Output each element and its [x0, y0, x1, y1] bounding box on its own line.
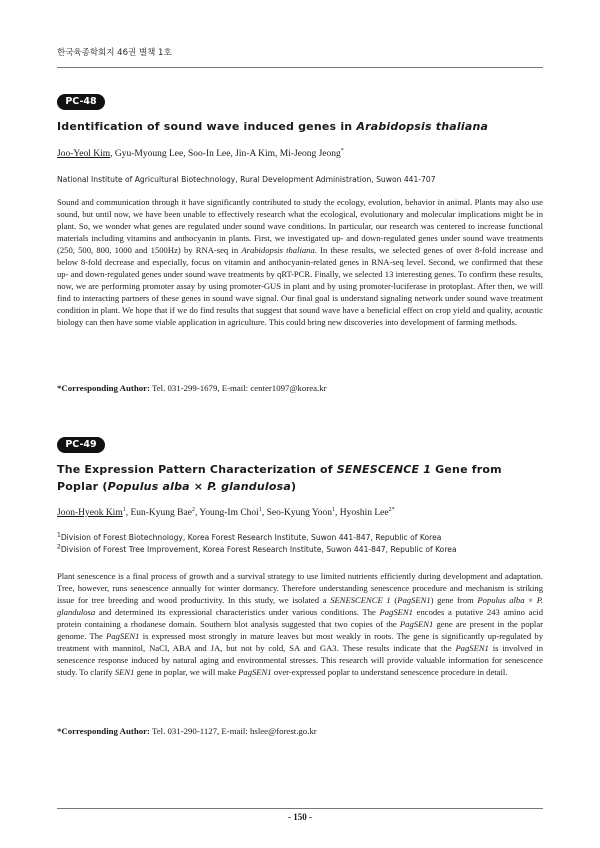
abstract-text: . In these results, we selected genes of over 8-fold increase and below 8-fold decrease and especially, focus on vitamin and anthocyanin-related genes in RNA-seq level. Second, we confirmed that these up- and down-regulated genes under sound wave treatments by qRT-PCR. Finally, we selected 13 interesting genes. To confirm these results, now, we are performing promoter assay by using promoter-GUS in plant and by using promoter-luciferase in protoplast. After then, we will find to interacting partners of these genes in sound wave signal. Our final goal is understand signaling network under sound wave treatment condition in plant. We hope that if we do find results that suggest that sound wave have a beneficial effect on crop yield and quality, acoustic biology can then have some viable application in agriculture. This could bring new discoveries into development of farming methods. [57, 245, 543, 327]
author-list-pc48 [57, 148, 543, 160]
affiliation-text: Division of Forest Biotechnology, Korea Forest Research Institute, Suwon 441-847, Republic of Korea [60, 533, 442, 542]
abstract-text: gene are present in the poplar genome. The [57, 619, 543, 641]
footer-rule [57, 808, 543, 809]
title-text: Gene from Poplar ( [57, 463, 502, 493]
abstract-species: P. glandulosa [57, 595, 543, 617]
running-head: 한국육종학회지 46권 별책 1호 [57, 48, 172, 58]
abstract-text: × [524, 595, 537, 605]
abstract-text: Sound and communication through it have significantly contributed to study the ecology, evolution, behavior in animal. Plants may also use sound, but until now, we have been unable to effectively research what the ecological, evolutionary and molecular implications might be in plant. So, we wonder what genes are regulated under sound wave conditions. In particular, our research was centered to increase functional materials including vitamins and anthocyanin in plants. First, we investigated up- and down-regulated genes under sound wave treatments (250, 500, 800, 1000 and 1500Hz) by RNA-seq in [57, 197, 543, 255]
abstract-badge-pc49: PC-49 [57, 437, 105, 453]
abstract-species: Populus alba [477, 595, 525, 605]
title-text: ) [291, 480, 297, 493]
abstract-text: ( [390, 595, 398, 605]
title-species: P. glandulosa [207, 480, 292, 493]
affiliation-mark: 2* [388, 506, 395, 513]
affiliation-mark: 1 [258, 506, 262, 513]
corresponding-author-pc48 [57, 382, 543, 394]
affiliation-text: Division of Forest Tree Improvement, Korea Forest Research Institute, Suwon 441-847, Republic of Korea [60, 545, 457, 554]
header-rule [57, 67, 543, 68]
title-species: Populus alba [107, 480, 190, 493]
abstract-gene: PagSEN1 [399, 619, 434, 629]
abstract-text: ) gene from [430, 595, 478, 605]
abstract-text: and determined its expressional characteristics under various conditions. The [95, 607, 380, 617]
corresponding-contact: Tel. 031-299-1679, E-mail: center1097@korea.kr [149, 383, 327, 393]
affiliation-pc48: National Institute of Agricultural Biotechnology, Rural Development Administration, Suwon 441-707 [57, 175, 436, 184]
title-gene: SENESCENCE 1 [336, 463, 432, 476]
abstract-gene: PagSEN1 [106, 631, 140, 641]
author-list-pc49 [57, 507, 543, 519]
abstract-text: gene in poplar, we will make [134, 667, 239, 677]
co-author: , Eun-Kyung Bae [125, 508, 192, 518]
corresponding-label: *Corresponding Author: [57, 383, 150, 393]
abstract-text: is expressed most strongly in mature leaves but most weakly in roots. The gene is significantly up-regulated by treatment with mannitol, NaCl, ABA and JA, but not by cold, SA and GA3. These results indicate that the [57, 631, 543, 653]
abstract-gene: SEN1 [114, 667, 135, 677]
abstract-text: over-expressed poplar to understand senescence procedure in detail. [271, 667, 508, 677]
corresponding-contact: Tel. 031-290-1127, E-mail: hslee@forest.go.kr [149, 726, 317, 736]
affiliation-mark: 2 [191, 506, 195, 513]
co-authors: , Gyu-Myoung Lee, Soo-In Lee, Jin-A Kim, Mi-Jeong Jeong [110, 149, 341, 159]
title-species: Arabidopsis thaliana [356, 120, 489, 133]
presenting-author: Joon-Hyeok Kim [57, 508, 123, 518]
affiliation-mark: 1 [332, 506, 336, 513]
affiliation-1-pc49 [57, 532, 543, 544]
title-cross-symbol: × [189, 480, 208, 493]
affiliation-mark: 1 [122, 506, 126, 513]
abstract-text: is involved in senescence response induced by natural aging and environmental stresses. This research will provide valuable information for senescence study. To clarify [57, 643, 543, 677]
abstract-title-pc48 [57, 118, 543, 135]
abstract-badge-pc48: PC-48 [57, 94, 105, 110]
corresponding-author-pc49 [57, 725, 543, 737]
abstract-gene: PagSEN1 [238, 667, 272, 677]
abstract-text: Plant senescence is a final process of growth and a survival strategy to use limited nutrients efficiently during development and adaptation. Tree, however, runs senescence annually for winter dormancy. Therefore understanding senescence procedure and mechanism is striking issue for tree breeding and wood productivity. In this study, we isolated a [57, 571, 543, 605]
abstract-gene: PagSEN1 [397, 595, 431, 605]
abstract-body-pc48 [57, 196, 543, 328]
title-text: The Expression Pattern Characterization of [57, 463, 337, 476]
abstract-species: Arabidopsis thaliana [241, 245, 315, 255]
affiliation-2-pc49 [57, 544, 543, 556]
abstract-text: encodes a putative 243 amino acid protein containing a rhodanese domain. Southern blot analysis suggested that two copies of the [57, 607, 543, 629]
co-author: , Seo-Kyung Yoon [261, 508, 333, 518]
title-text: Identification of sound wave induced genes in [57, 120, 357, 133]
abstract-body-pc49 [57, 570, 543, 678]
abstract-gene: PagSEN1 [455, 643, 489, 653]
co-author: , Young-Im Choi [194, 508, 259, 518]
co-author: , Hyoshin Lee [335, 508, 389, 518]
abstract-gene: SENESCENCE 1 [330, 595, 391, 605]
page-number: - 150 - [288, 812, 312, 822]
affiliation-number: 1 [57, 531, 61, 539]
affiliation-number: 2 [57, 543, 61, 551]
presenting-author: Joo-Yeol Kim [57, 149, 111, 159]
corresponding-label: *Corresponding Author: [57, 726, 150, 736]
abstract-title-pc49 [57, 461, 543, 495]
abstract-gene: PagSEN1 [379, 607, 413, 617]
corresponding-mark: * [340, 147, 344, 154]
